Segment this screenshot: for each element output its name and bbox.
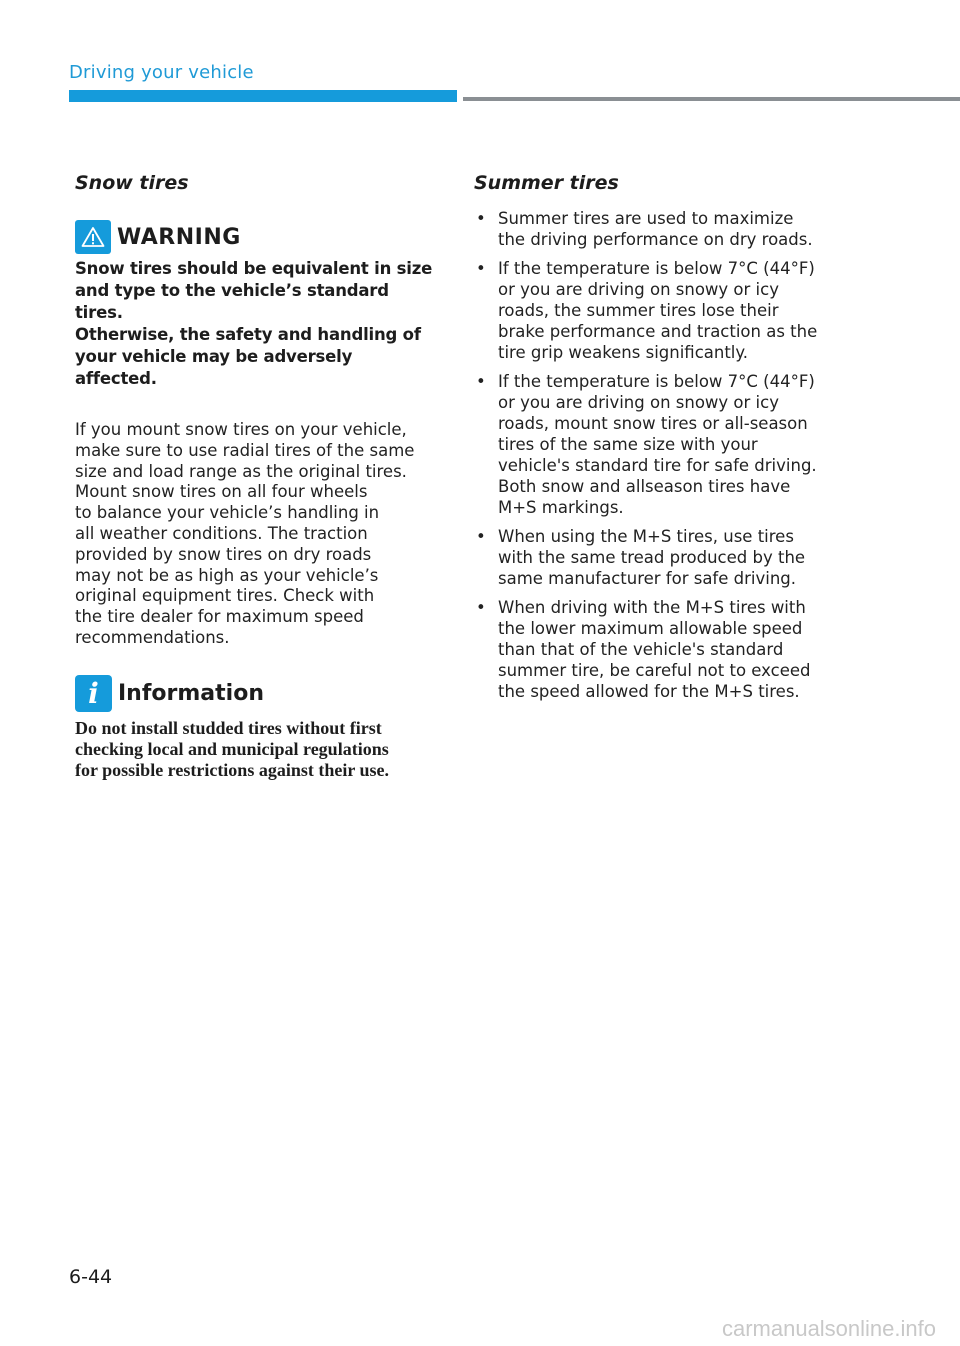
list-item (474, 597, 854, 702)
item-line: with the same tread produced by the (498, 548, 806, 567)
info-icon: i (75, 675, 112, 712)
item-line: roads, mount snow tires or all-season (498, 414, 808, 433)
section-title: Driving your vehicle (69, 62, 254, 83)
item-line: tires of the same size with your (498, 435, 758, 454)
body-line: size and load range as the original tires. (75, 461, 407, 481)
bullet-icon: • (476, 598, 486, 617)
warning-line: your vehicle may be adversely affected. (75, 347, 353, 388)
list-item (474, 258, 854, 363)
summer-tires-heading: Summer tires (474, 172, 619, 194)
header-accent-bar (69, 90, 457, 102)
snow-tires-heading: Snow tires (75, 172, 189, 194)
snow-tires-body (75, 420, 437, 649)
body-line: to balance your vehicle’s handling in (75, 503, 380, 523)
item-line: M+S markings. (498, 498, 624, 517)
warning-text (75, 258, 437, 390)
item-line: brake performance and traction as the (498, 322, 818, 341)
item-line: the lower maximum allowable speed (498, 619, 803, 638)
left-column (75, 172, 437, 781)
info-line: checking local and municipal regulations (75, 738, 389, 759)
item-line: summer tire, be careful not to exceed (498, 661, 811, 680)
body-line: provided by snow tires on dry roads (75, 544, 372, 564)
information-text (75, 718, 437, 781)
bullet-icon: • (476, 259, 486, 278)
header-rule (463, 97, 960, 101)
warning-line: and type to the vehicle’s standard tires. (75, 281, 389, 322)
body-line: If you mount snow tires on your vehicle, (75, 420, 407, 439)
information-label: Information (118, 680, 264, 706)
right-column (474, 172, 854, 710)
body-line: the tire dealer for maximum speed (75, 607, 364, 627)
information-header (75, 675, 437, 712)
warning-header (75, 220, 437, 254)
item-line: roads, the summer tires lose their (498, 301, 779, 320)
item-line: or you are driving on snowy or icy (498, 393, 779, 412)
warning-line: Otherwise, the safety and handling of (75, 325, 421, 344)
list-item (474, 208, 854, 250)
item-line: than that of the vehicle's standard (498, 640, 784, 659)
warning-label: WARNING (117, 224, 241, 250)
list-item (474, 371, 854, 518)
body-line: Mount snow tires on all four wheels (75, 482, 368, 502)
item-line: the speed allowed for the M+S tires. (498, 682, 800, 701)
item-line: tire grip weakens significantly. (498, 343, 749, 362)
bullet-icon: • (476, 209, 486, 228)
info-line: for possible restrictions against their use. (75, 759, 389, 780)
list-item (474, 526, 854, 589)
warning-triangle-icon (75, 220, 111, 254)
info-line: Do not install studded tires without first (75, 717, 382, 738)
item-line: same manufacturer for safe driving. (498, 569, 797, 588)
item-line: When using the M+S tires, use tires (498, 527, 794, 546)
body-line: original equipment tires. Check with (75, 586, 375, 606)
item-line: Both snow and allseason tires have (498, 477, 791, 496)
bullet-icon: • (476, 527, 486, 546)
bullet-icon: • (476, 372, 486, 391)
page-number: 6-44 (69, 1266, 113, 1288)
item-line: Summer tires are used to maximize (498, 209, 794, 228)
item-line: vehicle's standard tire for safe driving. (498, 456, 817, 475)
body-line: all weather conditions. The traction (75, 523, 368, 543)
body-line: recommendations. (75, 627, 230, 647)
body-line: may not be as high as your vehicle’s (75, 565, 379, 585)
watermark: carmanualsonline.info (721, 1316, 936, 1341)
summer-tires-list (474, 208, 854, 702)
warning-line: Snow tires should be equivalent in size (75, 259, 433, 278)
item-line: If the temperature is below 7°C (44°F) (498, 372, 815, 391)
item-line: If the temperature is below 7°C (44°F) (498, 259, 815, 278)
body-line: make sure to use radial tires of the same (75, 440, 415, 460)
item-line: When driving with the M+S tires with (498, 598, 806, 617)
item-line: the driving performance on dry roads. (498, 230, 813, 249)
item-line: or you are driving on snowy or icy (498, 280, 779, 299)
